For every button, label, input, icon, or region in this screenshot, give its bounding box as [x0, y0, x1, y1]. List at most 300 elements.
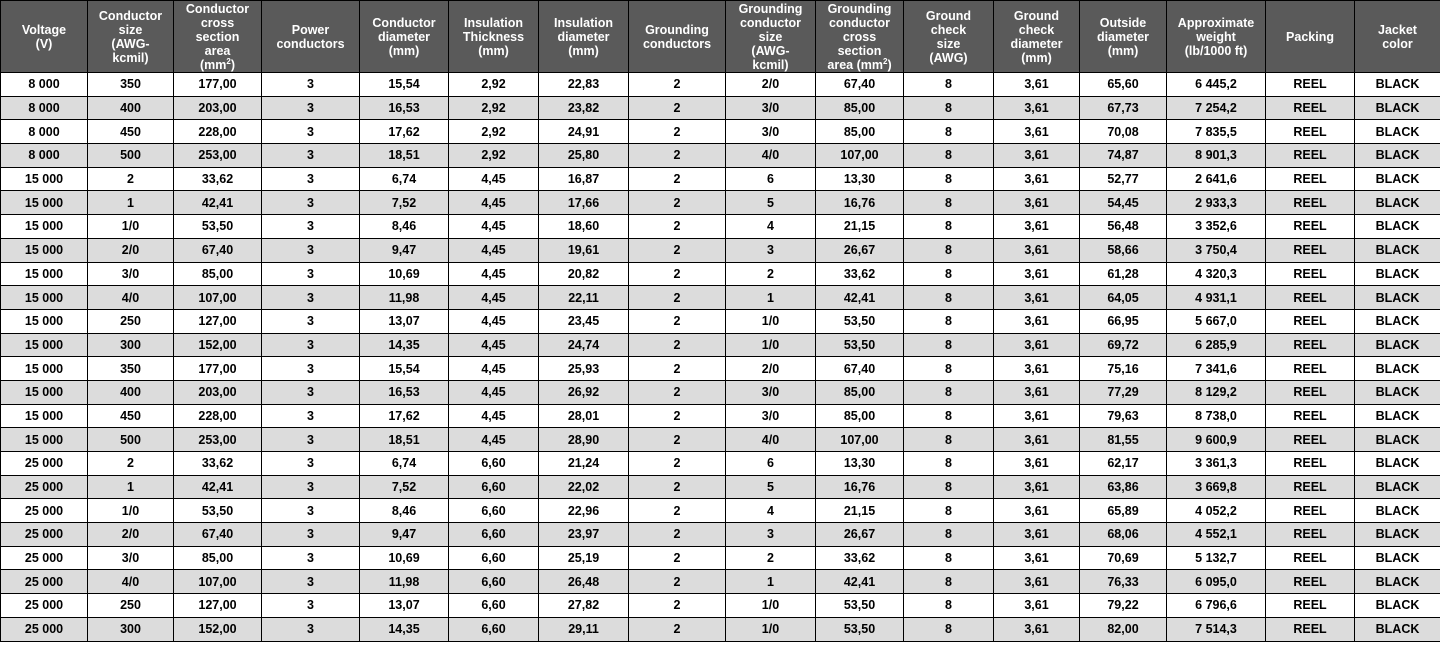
cell-grounding-area: 26,67 — [816, 523, 904, 547]
cell-grounding-size: 2 — [726, 546, 816, 570]
cell-conductor-diameter: 13,07 — [360, 309, 449, 333]
col-header-grounding-size: Grounding conductor size (AWG- kcmil) — [726, 1, 816, 73]
cell-conductor-diameter: 14,35 — [360, 617, 449, 641]
cell-outside-diameter: 61,28 — [1080, 262, 1167, 286]
cell-outside-diameter: 67,73 — [1080, 96, 1167, 120]
cell-ground-check-size: 8 — [904, 428, 994, 452]
cell-ground-check-diameter: 3,61 — [994, 120, 1080, 144]
col-header-ground-check-diameter: Ground check diameter (mm) — [994, 1, 1080, 73]
cell-insulation-diameter: 22,02 — [539, 475, 629, 499]
col-header-conductor-area: Conductor cross section area $(mm^2)$ — [174, 1, 262, 73]
table-row — [1, 475, 1440, 499]
cell-conductor-diameter: 6,74 — [360, 452, 449, 476]
cell-grounding-size: 6 — [726, 452, 816, 476]
cell-insulation-thickness: 4,45 — [449, 262, 539, 286]
cell-grounding-conductors: 2 — [629, 286, 726, 310]
cell-approx-weight: 8 901,3 — [1167, 144, 1266, 168]
cell-conductor-area: 85,00 — [174, 546, 262, 570]
cell-conductor-size: 400 — [88, 96, 174, 120]
cell-ground-check-size: 8 — [904, 144, 994, 168]
cell-power-conductors: 3 — [262, 167, 360, 191]
cell-insulation-thickness: 4,45 — [449, 357, 539, 381]
cell-conductor-area: 253,00 — [174, 144, 262, 168]
cell-grounding-size: 3 — [726, 523, 816, 547]
cell-conductor-size: 350 — [88, 73, 174, 97]
cell-grounding-size: 2/0 — [726, 357, 816, 381]
cell-approx-weight: 3 750,4 — [1167, 238, 1266, 262]
cell-jacket-color: BLACK — [1355, 96, 1440, 120]
cell-grounding-area: 53,50 — [816, 617, 904, 641]
cell-grounding-size: 5 — [726, 191, 816, 215]
cell-insulation-thickness: 4,45 — [449, 380, 539, 404]
cell-voltage: 25 000 — [1, 452, 88, 476]
cell-conductor-area: 152,00 — [174, 617, 262, 641]
col-header-outside-diameter: Outside diameter (mm) — [1080, 1, 1167, 73]
cell-jacket-color: BLACK — [1355, 428, 1440, 452]
table-row — [1, 144, 1440, 168]
table-row — [1, 404, 1440, 428]
cell-insulation-thickness: 6,60 — [449, 499, 539, 523]
cell-voltage: 25 000 — [1, 475, 88, 499]
cell-ground-check-diameter: 3,61 — [994, 144, 1080, 168]
cell-ground-check-size: 8 — [904, 594, 994, 618]
cell-grounding-conductors: 2 — [629, 357, 726, 381]
cell-grounding-conductors: 2 — [629, 73, 726, 97]
cell-outside-diameter: 65,89 — [1080, 499, 1167, 523]
cell-insulation-thickness: 6,60 — [449, 546, 539, 570]
cell-conductor-diameter: 9,47 — [360, 523, 449, 547]
cell-voltage: 25 000 — [1, 617, 88, 641]
cell-conductor-diameter: 18,51 — [360, 144, 449, 168]
cell-outside-diameter: 65,60 — [1080, 73, 1167, 97]
cell-ground-check-size: 8 — [904, 120, 994, 144]
cell-approx-weight: 4 052,2 — [1167, 499, 1266, 523]
cell-conductor-size: 1/0 — [88, 499, 174, 523]
cell-approx-weight: 4 552,1 — [1167, 523, 1266, 547]
cell-insulation-diameter: 25,19 — [539, 546, 629, 570]
cell-conductor-size: 3/0 — [88, 546, 174, 570]
cell-voltage: 25 000 — [1, 523, 88, 547]
cell-voltage: 15 000 — [1, 167, 88, 191]
cell-grounding-area: 107,00 — [816, 428, 904, 452]
cell-ground-check-diameter: 3,61 — [994, 428, 1080, 452]
cell-insulation-thickness: 4,45 — [449, 215, 539, 239]
cell-jacket-color: BLACK — [1355, 570, 1440, 594]
cell-conductor-diameter: 11,98 — [360, 286, 449, 310]
cell-outside-diameter: 69,72 — [1080, 333, 1167, 357]
cell-power-conductors: 3 — [262, 594, 360, 618]
cell-grounding-area: 21,15 — [816, 499, 904, 523]
table-row — [1, 452, 1440, 476]
cell-conductor-diameter: 16,53 — [360, 96, 449, 120]
cell-conductor-area: 127,00 — [174, 309, 262, 333]
col-header-voltage: Voltage (V) — [1, 1, 88, 73]
cell-insulation-diameter: 25,80 — [539, 144, 629, 168]
cell-grounding-area: 33,62 — [816, 546, 904, 570]
cell-conductor-diameter: 8,46 — [360, 499, 449, 523]
cell-ground-check-diameter: 3,61 — [994, 215, 1080, 239]
cell-jacket-color: BLACK — [1355, 191, 1440, 215]
cell-grounding-size: 1 — [726, 286, 816, 310]
cell-conductor-diameter: 8,46 — [360, 215, 449, 239]
cell-outside-diameter: 70,08 — [1080, 120, 1167, 144]
cell-ground-check-diameter: 3,61 — [994, 452, 1080, 476]
cell-insulation-diameter: 28,01 — [539, 404, 629, 428]
cell-insulation-thickness: 6,60 — [449, 594, 539, 618]
cell-packing: REEL — [1266, 309, 1355, 333]
cell-grounding-size: 2 — [726, 262, 816, 286]
cell-power-conductors: 3 — [262, 309, 360, 333]
cell-packing: REEL — [1266, 523, 1355, 547]
cell-ground-check-size: 8 — [904, 215, 994, 239]
cell-approx-weight: 7 514,3 — [1167, 617, 1266, 641]
cell-grounding-size: 1/0 — [726, 333, 816, 357]
cell-insulation-diameter: 28,90 — [539, 428, 629, 452]
cell-conductor-area: 85,00 — [174, 262, 262, 286]
cell-ground-check-diameter: 3,61 — [994, 333, 1080, 357]
cell-conductor-size: 2 — [88, 167, 174, 191]
cell-conductor-size: 1 — [88, 191, 174, 215]
cell-conductor-diameter: 13,07 — [360, 594, 449, 618]
cell-ground-check-diameter: 3,61 — [994, 191, 1080, 215]
cell-conductor-area: 152,00 — [174, 333, 262, 357]
cell-ground-check-diameter: 3,61 — [994, 475, 1080, 499]
col-header-grounding-area: Grounding conductor cross section area $(mm^2)$ — [816, 1, 904, 73]
cell-insulation-thickness: 4,45 — [449, 309, 539, 333]
cell-ground-check-diameter: 3,61 — [994, 404, 1080, 428]
cell-voltage: 15 000 — [1, 380, 88, 404]
table-row — [1, 570, 1440, 594]
cell-ground-check-size: 8 — [904, 191, 994, 215]
table-row — [1, 73, 1440, 97]
cell-insulation-thickness: 6,60 — [449, 523, 539, 547]
cell-ground-check-size: 8 — [904, 380, 994, 404]
cell-ground-check-size: 8 — [904, 96, 994, 120]
cell-grounding-size: 3/0 — [726, 380, 816, 404]
cell-ground-check-size: 8 — [904, 333, 994, 357]
cell-insulation-diameter: 21,24 — [539, 452, 629, 476]
cell-insulation-diameter: 24,91 — [539, 120, 629, 144]
cell-grounding-conductors: 2 — [629, 404, 726, 428]
cell-conductor-size: 1 — [88, 475, 174, 499]
cell-jacket-color: BLACK — [1355, 262, 1440, 286]
cell-outside-diameter: 66,95 — [1080, 309, 1167, 333]
cell-approx-weight: 8 738,0 — [1167, 404, 1266, 428]
cell-grounding-conductors: 2 — [629, 309, 726, 333]
cell-insulation-diameter: 18,60 — [539, 215, 629, 239]
cell-grounding-area: 67,40 — [816, 357, 904, 381]
cell-packing: REEL — [1266, 428, 1355, 452]
cell-jacket-color: BLACK — [1355, 215, 1440, 239]
cell-approx-weight: 6 796,6 — [1167, 594, 1266, 618]
cell-voltage: 8 000 — [1, 73, 88, 97]
cell-grounding-conductors: 2 — [629, 475, 726, 499]
cell-insulation-thickness: 6,60 — [449, 475, 539, 499]
cell-insulation-diameter: 20,82 — [539, 262, 629, 286]
cell-grounding-area: 85,00 — [816, 96, 904, 120]
col-header-insulation-diameter: Insulation diameter (mm) — [539, 1, 629, 73]
cell-conductor-area: 127,00 — [174, 594, 262, 618]
cell-conductor-diameter: 17,62 — [360, 120, 449, 144]
cell-conductor-diameter: 7,52 — [360, 475, 449, 499]
cell-insulation-thickness: 6,60 — [449, 570, 539, 594]
cell-power-conductors: 3 — [262, 617, 360, 641]
cell-jacket-color: BLACK — [1355, 452, 1440, 476]
cell-ground-check-diameter: 3,61 — [994, 570, 1080, 594]
cell-grounding-area: 85,00 — [816, 120, 904, 144]
cell-voltage: 15 000 — [1, 309, 88, 333]
cell-grounding-conductors: 2 — [629, 570, 726, 594]
cell-conductor-area: 33,62 — [174, 167, 262, 191]
cell-ground-check-size: 8 — [904, 73, 994, 97]
cell-approx-weight: 9 600,9 — [1167, 428, 1266, 452]
table-row — [1, 523, 1440, 547]
cell-insulation-diameter: 19,61 — [539, 238, 629, 262]
cell-grounding-conductors: 2 — [629, 144, 726, 168]
col-header-approx-weight: Approximate weight (lb/1000 ft) — [1167, 1, 1266, 73]
cell-insulation-diameter: 23,97 — [539, 523, 629, 547]
cell-conductor-size: 450 — [88, 120, 174, 144]
cell-approx-weight: 3 361,3 — [1167, 452, 1266, 476]
cell-power-conductors: 3 — [262, 238, 360, 262]
cell-outside-diameter: 75,16 — [1080, 357, 1167, 381]
cell-voltage: 15 000 — [1, 357, 88, 381]
cell-packing: REEL — [1266, 570, 1355, 594]
cell-conductor-diameter: 11,98 — [360, 570, 449, 594]
cell-power-conductors: 3 — [262, 333, 360, 357]
cell-grounding-area: 21,15 — [816, 215, 904, 239]
cell-power-conductors: 3 — [262, 428, 360, 452]
cell-grounding-size: 2/0 — [726, 73, 816, 97]
cell-grounding-size: 3/0 — [726, 120, 816, 144]
cell-packing: REEL — [1266, 262, 1355, 286]
cell-voltage: 15 000 — [1, 286, 88, 310]
cell-approx-weight: 8 129,2 — [1167, 380, 1266, 404]
cell-insulation-diameter: 16,87 — [539, 167, 629, 191]
cell-ground-check-diameter: 3,61 — [994, 357, 1080, 381]
cell-approx-weight: 7 341,6 — [1167, 357, 1266, 381]
cell-insulation-thickness: 2,92 — [449, 144, 539, 168]
cell-voltage: 25 000 — [1, 499, 88, 523]
cell-outside-diameter: 64,05 — [1080, 286, 1167, 310]
cell-approx-weight: 7 254,2 — [1167, 96, 1266, 120]
col-header-conductor-diameter: Conductor diameter (mm) — [360, 1, 449, 73]
cell-jacket-color: BLACK — [1355, 617, 1440, 641]
cell-grounding-size: 6 — [726, 167, 816, 191]
cell-ground-check-size: 8 — [904, 309, 994, 333]
cell-packing: REEL — [1266, 238, 1355, 262]
cell-ground-check-size: 8 — [904, 286, 994, 310]
cell-ground-check-size: 8 — [904, 499, 994, 523]
cell-power-conductors: 3 — [262, 499, 360, 523]
table-row — [1, 594, 1440, 618]
cell-ground-check-size: 8 — [904, 262, 994, 286]
cell-insulation-diameter: 22,11 — [539, 286, 629, 310]
col-header-packing: Packing — [1266, 1, 1355, 73]
cell-ground-check-size: 8 — [904, 475, 994, 499]
cell-grounding-conductors: 2 — [629, 238, 726, 262]
cell-grounding-conductors: 2 — [629, 120, 726, 144]
cell-conductor-area: 107,00 — [174, 286, 262, 310]
cell-voltage: 15 000 — [1, 428, 88, 452]
cell-conductor-size: 300 — [88, 617, 174, 641]
cell-insulation-thickness: 4,45 — [449, 167, 539, 191]
cell-insulation-thickness: 2,92 — [449, 96, 539, 120]
cell-jacket-color: BLACK — [1355, 404, 1440, 428]
cell-conductor-area: 67,40 — [174, 523, 262, 547]
cell-grounding-area: 42,41 — [816, 286, 904, 310]
cell-jacket-color: BLACK — [1355, 144, 1440, 168]
cell-jacket-color: BLACK — [1355, 380, 1440, 404]
cell-ground-check-size: 8 — [904, 238, 994, 262]
cell-conductor-area: 42,41 — [174, 475, 262, 499]
cell-grounding-size: 1/0 — [726, 594, 816, 618]
cell-power-conductors: 3 — [262, 215, 360, 239]
cell-conductor-size: 300 — [88, 333, 174, 357]
cell-power-conductors: 3 — [262, 144, 360, 168]
cell-outside-diameter: 79,22 — [1080, 594, 1167, 618]
table-row — [1, 167, 1440, 191]
cell-voltage: 15 000 — [1, 238, 88, 262]
cell-jacket-color: BLACK — [1355, 238, 1440, 262]
cell-power-conductors: 3 — [262, 262, 360, 286]
cell-ground-check-size: 8 — [904, 357, 994, 381]
cell-outside-diameter: 52,77 — [1080, 167, 1167, 191]
cell-conductor-diameter: 17,62 — [360, 404, 449, 428]
cell-voltage: 15 000 — [1, 191, 88, 215]
table-row — [1, 96, 1440, 120]
cell-grounding-conductors: 2 — [629, 452, 726, 476]
cell-conductor-diameter: 10,69 — [360, 262, 449, 286]
cell-jacket-color: BLACK — [1355, 499, 1440, 523]
cell-outside-diameter: 68,06 — [1080, 523, 1167, 547]
cell-approx-weight: 3 352,6 — [1167, 215, 1266, 239]
cell-conductor-area: 177,00 — [174, 357, 262, 381]
cell-power-conductors: 3 — [262, 452, 360, 476]
cell-grounding-conductors: 2 — [629, 594, 726, 618]
cell-ground-check-diameter: 3,61 — [994, 238, 1080, 262]
cell-grounding-conductors: 2 — [629, 215, 726, 239]
cell-packing: REEL — [1266, 120, 1355, 144]
cell-conductor-size: 450 — [88, 404, 174, 428]
cell-outside-diameter: 56,48 — [1080, 215, 1167, 239]
cell-conductor-diameter: 9,47 — [360, 238, 449, 262]
col-header-jacket-color: Jacket color — [1355, 1, 1440, 73]
cell-power-conductors: 3 — [262, 380, 360, 404]
cell-ground-check-size: 8 — [904, 570, 994, 594]
cell-grounding-area: 16,76 — [816, 475, 904, 499]
cell-insulation-diameter: 22,96 — [539, 499, 629, 523]
cell-grounding-size: 3/0 — [726, 96, 816, 120]
cell-jacket-color: BLACK — [1355, 594, 1440, 618]
cell-grounding-size: 1/0 — [726, 309, 816, 333]
cell-insulation-thickness: 2,92 — [449, 120, 539, 144]
cell-conductor-area: 228,00 — [174, 120, 262, 144]
cell-jacket-color: BLACK — [1355, 73, 1440, 97]
cell-insulation-diameter: 25,93 — [539, 357, 629, 381]
cell-ground-check-diameter: 3,61 — [994, 546, 1080, 570]
cell-grounding-conductors: 2 — [629, 167, 726, 191]
cell-conductor-diameter: 15,54 — [360, 73, 449, 97]
cell-ground-check-diameter: 3,61 — [994, 523, 1080, 547]
table-row — [1, 286, 1440, 310]
cell-approx-weight: 6 445,2 — [1167, 73, 1266, 97]
cell-conductor-area: 203,00 — [174, 380, 262, 404]
cell-packing: REEL — [1266, 475, 1355, 499]
cell-conductor-size: 4/0 — [88, 286, 174, 310]
table-row — [1, 499, 1440, 523]
cell-packing: REEL — [1266, 380, 1355, 404]
cell-ground-check-diameter: 3,61 — [994, 309, 1080, 333]
cell-insulation-diameter: 24,74 — [539, 333, 629, 357]
cell-grounding-conductors: 2 — [629, 380, 726, 404]
cell-grounding-area: 33,62 — [816, 262, 904, 286]
cell-packing: REEL — [1266, 167, 1355, 191]
cell-voltage: 15 000 — [1, 404, 88, 428]
cell-voltage: 15 000 — [1, 215, 88, 239]
cell-outside-diameter: 54,45 — [1080, 191, 1167, 215]
cell-conductor-area: 53,50 — [174, 499, 262, 523]
cell-grounding-area: 107,00 — [816, 144, 904, 168]
cell-insulation-thickness: 6,60 — [449, 452, 539, 476]
cell-jacket-color: BLACK — [1355, 309, 1440, 333]
cell-packing: REEL — [1266, 357, 1355, 381]
cell-jacket-color: BLACK — [1355, 120, 1440, 144]
cell-insulation-diameter: 26,48 — [539, 570, 629, 594]
cell-insulation-thickness: 4,45 — [449, 428, 539, 452]
cell-power-conductors: 3 — [262, 570, 360, 594]
cell-power-conductors: 3 — [262, 286, 360, 310]
cell-outside-diameter: 74,87 — [1080, 144, 1167, 168]
cell-outside-diameter: 82,00 — [1080, 617, 1167, 641]
table-row — [1, 617, 1440, 641]
cell-grounding-area: 85,00 — [816, 380, 904, 404]
cell-approx-weight: 3 669,8 — [1167, 475, 1266, 499]
cell-insulation-thickness: 4,45 — [449, 333, 539, 357]
cell-grounding-size: 1/0 — [726, 617, 816, 641]
cell-outside-diameter: 76,33 — [1080, 570, 1167, 594]
cell-grounding-size: 4/0 — [726, 428, 816, 452]
table-row — [1, 120, 1440, 144]
cell-jacket-color: BLACK — [1355, 333, 1440, 357]
cell-grounding-size: 4 — [726, 215, 816, 239]
cell-voltage: 8 000 — [1, 96, 88, 120]
cell-ground-check-diameter: 3,61 — [994, 167, 1080, 191]
cell-voltage: 25 000 — [1, 594, 88, 618]
cell-approx-weight: 2 641,6 — [1167, 167, 1266, 191]
cell-insulation-thickness: 4,45 — [449, 404, 539, 428]
table-row — [1, 380, 1440, 404]
cell-grounding-conductors: 2 — [629, 96, 726, 120]
cell-conductor-area: 253,00 — [174, 428, 262, 452]
cell-grounding-size: 4 — [726, 499, 816, 523]
cell-conductor-size: 350 — [88, 357, 174, 381]
cell-packing: REEL — [1266, 215, 1355, 239]
cell-outside-diameter: 58,66 — [1080, 238, 1167, 262]
cell-insulation-diameter: 22,83 — [539, 73, 629, 97]
cell-jacket-color: BLACK — [1355, 546, 1440, 570]
cell-packing: REEL — [1266, 73, 1355, 97]
cell-packing: REEL — [1266, 286, 1355, 310]
cell-grounding-area: 85,00 — [816, 404, 904, 428]
col-header-insulation-thickness: Insulation Thickness (mm) — [449, 1, 539, 73]
cell-grounding-size: 1 — [726, 570, 816, 594]
cell-jacket-color: BLACK — [1355, 286, 1440, 310]
cell-conductor-diameter: 6,74 — [360, 167, 449, 191]
cell-outside-diameter: 77,29 — [1080, 380, 1167, 404]
cell-ground-check-size: 8 — [904, 452, 994, 476]
table-body — [1, 73, 1440, 642]
